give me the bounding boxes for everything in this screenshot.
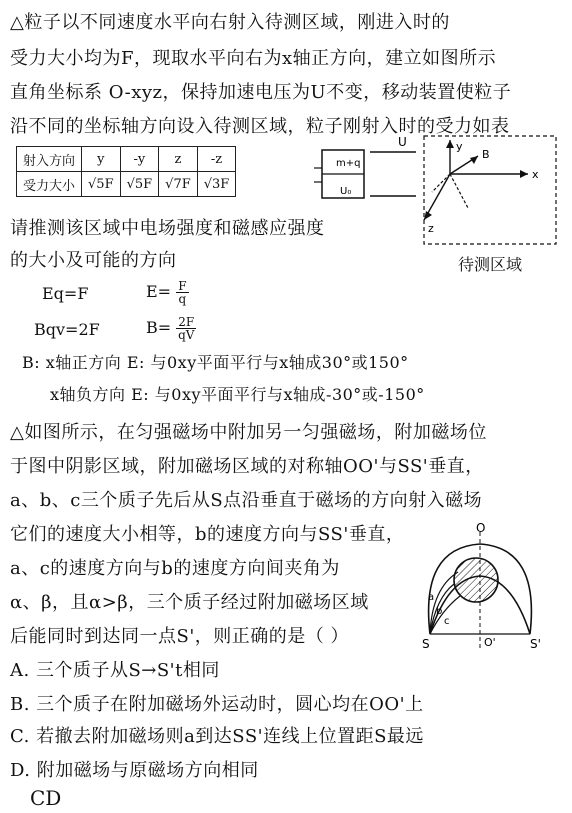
p1-question-2: 的大小及可能的方向 bbox=[10, 250, 177, 271]
p2-line-4: 它们的速度大小相等，b的速度方向与SS'垂直， bbox=[10, 524, 405, 545]
table-header: -y bbox=[120, 147, 159, 172]
axis-label-x: x bbox=[532, 168, 539, 181]
table-header: y bbox=[82, 147, 121, 172]
fraction-denominator: qV bbox=[178, 328, 195, 342]
p1-line-4: 沿不同的坐标轴方向设入待测区域，粒子刚射入时的受力如表 bbox=[10, 116, 510, 137]
table-row-label: 受力大小 bbox=[17, 172, 82, 197]
force-table bbox=[16, 146, 236, 197]
option-b: B. 三个质子在附加磁场外运动时，圆心均在OO'上 bbox=[10, 694, 424, 715]
p2-line-1: △如图所示，在匀强磁场中附加另一匀强磁场，附加磁场位 bbox=[10, 422, 487, 443]
equation-b-formula bbox=[146, 316, 196, 341]
fraction bbox=[176, 316, 196, 341]
option-d: D. 附加磁场与原磁场方向相同 bbox=[10, 760, 259, 781]
equation-bqv: Bqv=2F bbox=[34, 320, 100, 339]
table-row bbox=[17, 147, 236, 172]
table-header: z bbox=[159, 147, 198, 172]
p2-line-2: 于图中阴影区域，附加磁场区域的对称轴OO'与SS'垂直， bbox=[10, 456, 484, 477]
label-s-prime: S' bbox=[530, 637, 541, 651]
option-c: C. 若撤去附加磁场则a到达SS'连线上位置距S最远 bbox=[10, 726, 424, 747]
p2-line-3: a、b、c三个质子先后从S点沿垂直于磁场的方向射入磁场 bbox=[10, 490, 483, 511]
table-header: 射入方向 bbox=[17, 147, 82, 172]
test-region-box bbox=[424, 136, 556, 244]
table-header: -z bbox=[197, 147, 236, 172]
table-cell: √3F bbox=[197, 172, 236, 197]
table-row bbox=[17, 172, 236, 197]
work-line-6: x轴负方向 E: 与0xy平面平行与x轴成-30°或-150° bbox=[50, 385, 425, 404]
fraction-numerator: 2F bbox=[178, 315, 195, 329]
equation-e-lhs: E= bbox=[146, 282, 172, 301]
table-cell: √5F bbox=[120, 172, 159, 197]
label-o: O bbox=[476, 521, 486, 535]
p1-question-1: 请推测该区域中电场强度和磁感应强度 bbox=[10, 218, 325, 239]
fraction-numerator: F bbox=[178, 279, 187, 293]
p2-line-7: 后能同时到达同一点S'，则正确的是（ ） bbox=[10, 626, 349, 647]
magnetic-field-figure bbox=[402, 518, 562, 652]
axis-label-b: B bbox=[482, 148, 490, 161]
fraction bbox=[176, 280, 188, 305]
p1-line-3: 直角坐标系 O-xyz，保持加速电压为U不变，移动装置使粒子 bbox=[10, 82, 512, 103]
work-line-5: B: x轴正方向 E: 与0xy平面平行与x轴成30°或150° bbox=[22, 353, 409, 372]
table-cell: √5F bbox=[82, 172, 121, 197]
option-a: A. 三个质子从S→S't相同 bbox=[10, 660, 220, 681]
p1-line-1: △粒子以不同速度水平向右射入待测区域，刚进入时的 bbox=[10, 12, 450, 33]
axis-label-y: y bbox=[456, 140, 463, 153]
equation-eq1: Eq=F bbox=[42, 284, 89, 303]
axis-label-z: z bbox=[428, 222, 434, 235]
equation-e-formula bbox=[146, 280, 189, 305]
label-a: a bbox=[428, 592, 435, 603]
shaded-region bbox=[454, 558, 498, 602]
label-o-prime: O' bbox=[484, 636, 496, 649]
p1-line-2: 受力大小均为F，现取水平向右为x轴正方向，建立如图所示 bbox=[10, 48, 497, 69]
p2-line-6: α、β，且α>β，三个质子经过附加磁场区域 bbox=[10, 592, 369, 613]
label-b: b bbox=[436, 606, 443, 617]
answer-text: CD bbox=[30, 786, 62, 810]
label-c: c bbox=[444, 616, 450, 627]
charge-label: m+q bbox=[336, 158, 361, 169]
p2-line-5: a、c的速度方向与b的速度方向间夹角为 bbox=[10, 558, 340, 579]
measurement-apparatus-figure bbox=[300, 128, 562, 248]
table-cell: √7F bbox=[159, 172, 198, 197]
equation-b-lhs: B= bbox=[146, 318, 172, 337]
test-region-caption: 待测区域 bbox=[458, 255, 523, 274]
u0-label: U₀ bbox=[340, 186, 352, 197]
voltage-label: U bbox=[398, 135, 407, 149]
label-s: S bbox=[422, 637, 430, 651]
fraction-denominator: q bbox=[178, 292, 187, 306]
